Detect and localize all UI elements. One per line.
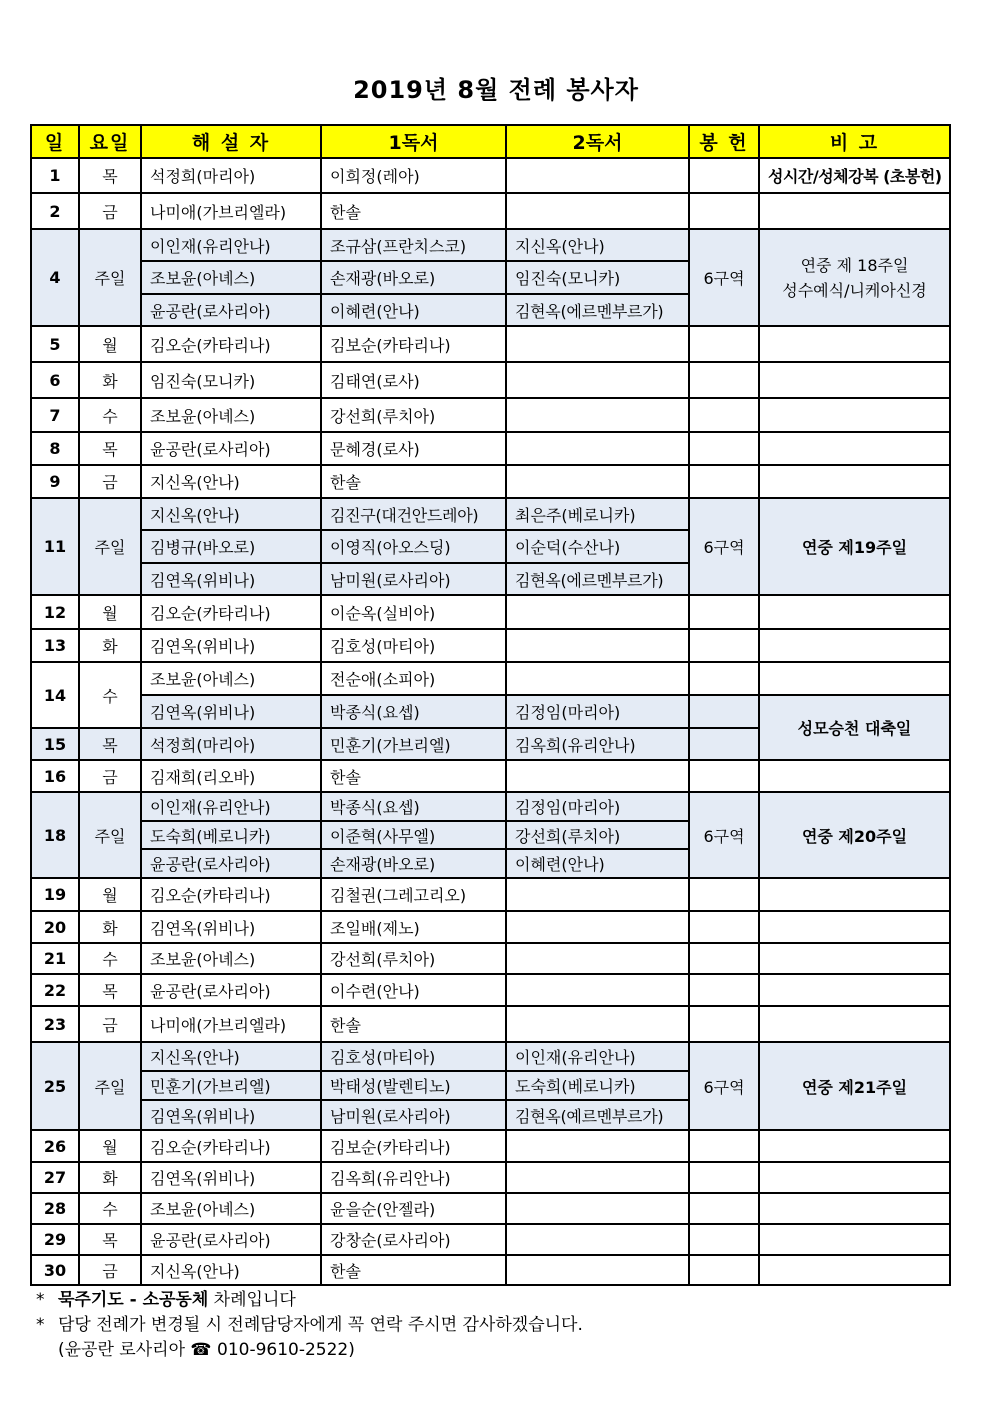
offering-cell: 6구역 <box>689 792 759 878</box>
note-cell <box>759 911 950 943</box>
reader2-cell <box>506 158 689 193</box>
dow-cell: 금 <box>79 465 141 498</box>
reader1-cell: 김옥희(유리안나) <box>321 1162 506 1193</box>
note-cell <box>759 760 950 792</box>
reader1-cell: 김보순(카타리나) <box>321 326 506 362</box>
reader1-cell: 이영직(아오스딩) <box>321 530 506 563</box>
table-row <box>31 792 950 821</box>
asterisk-icon: * <box>36 1290 45 1310</box>
offering-cell <box>689 158 759 193</box>
reader1-cell: 김철권(그레고리오) <box>321 878 506 911</box>
reader2-cell: 임진숙(모니카) <box>506 261 689 294</box>
note-line2: 성수예식/니케아신경 <box>782 280 927 300</box>
commentator-cell: 임진숙(모니카) <box>141 362 321 398</box>
day-cell: 15 <box>31 728 79 760</box>
reader2-cell <box>506 1130 689 1162</box>
commentator-cell: 조보윤(아녜스) <box>141 943 321 974</box>
table-row <box>31 326 950 362</box>
day-cell: 8 <box>31 432 79 465</box>
offering-cell <box>689 193 759 229</box>
reader1-cell: 박종식(요셉) <box>321 792 506 821</box>
commentator-cell: 석정희(마리아) <box>141 158 321 193</box>
offering-cell <box>689 398 759 432</box>
offering-cell <box>689 1255 759 1285</box>
commentator-cell: 김오순(카타리나) <box>141 878 321 911</box>
reader2-cell: 이인재(유리안나) <box>506 1042 689 1071</box>
note-cell <box>759 629 950 662</box>
commentator-cell: 김연옥(위비나) <box>141 629 321 662</box>
reader1-cell: 강선희(루치아) <box>321 943 506 974</box>
reader1-cell: 이순옥(실비아) <box>321 595 506 629</box>
reader2-cell <box>506 1193 689 1224</box>
offering-cell <box>689 728 759 760</box>
day-cell: 5 <box>31 326 79 362</box>
commentator-cell: 김병규(바오로) <box>141 530 321 563</box>
note-cell <box>759 229 950 326</box>
offering-cell: 6구역 <box>689 229 759 326</box>
table-row <box>31 1130 950 1162</box>
table-row <box>31 1224 950 1255</box>
note-cell: 연중 제19주일 <box>759 498 950 595</box>
dow-cell: 목 <box>79 974 141 1006</box>
commentator-cell: 윤공란(로사리아) <box>141 1224 321 1255</box>
commentator-cell: 석정희(마리아) <box>141 728 321 760</box>
reader2-cell: 김정임(마리아) <box>506 695 689 728</box>
note-cell <box>759 878 950 911</box>
reader1-cell: 이희정(레아) <box>321 158 506 193</box>
reader2-cell <box>506 662 689 695</box>
table-row <box>31 398 950 432</box>
reader2-cell <box>506 943 689 974</box>
reader1-cell: 박종식(요셉) <box>321 695 506 728</box>
reader1-cell: 조일배(제노) <box>321 911 506 943</box>
offering-cell <box>689 943 759 974</box>
dow-cell: 화 <box>79 362 141 398</box>
table-row <box>31 229 950 261</box>
reader2-cell: 김현옥(에르멘부르가) <box>506 563 689 595</box>
reader2-cell <box>506 974 689 1006</box>
reader2-cell: 이혜련(안나) <box>506 849 689 878</box>
footer-line-contact-request <box>36 1313 583 1338</box>
contact-phone: 010-9610-2522) <box>211 1340 355 1360</box>
offering-cell <box>689 695 759 728</box>
offering-cell: 6구역 <box>689 498 759 595</box>
reader1-cell: 한솔 <box>321 1006 506 1042</box>
reader2-cell: 김현옥(예르멘부르가) <box>506 1100 689 1130</box>
reader2-cell <box>506 193 689 229</box>
dow-cell: 수 <box>79 943 141 974</box>
asterisk-icon: * <box>36 1315 45 1335</box>
reader2-cell <box>506 911 689 943</box>
day-cell: 6 <box>31 362 79 398</box>
table-row <box>31 878 950 911</box>
contact-name: (윤공란 로사리아 <box>58 1340 191 1360</box>
dow-cell: 월 <box>79 595 141 629</box>
commentator-cell: 지신옥(안나) <box>141 498 321 530</box>
header-reader2: 2독서 <box>506 125 689 158</box>
footer-line-rosary <box>36 1288 583 1313</box>
dow-cell: 금 <box>79 193 141 229</box>
day-cell: 4 <box>31 229 79 326</box>
note-cell: 성시간/성체강복 (초봉헌) <box>759 158 950 193</box>
offering-cell <box>689 1006 759 1042</box>
table-row <box>31 595 950 629</box>
reader1-cell: 김보순(카타리나) <box>321 1130 506 1162</box>
note-cell <box>759 1006 950 1042</box>
reader2-cell <box>506 878 689 911</box>
note-cell <box>759 1224 950 1255</box>
reader2-cell <box>506 1006 689 1042</box>
reader2-cell <box>506 1255 689 1285</box>
note-cell <box>759 662 950 695</box>
day-cell: 19 <box>31 878 79 911</box>
reader1-cell: 손재광(바오로) <box>321 849 506 878</box>
reader2-cell <box>506 1224 689 1255</box>
commentator-cell: 조보윤(아녜스) <box>141 662 321 695</box>
dow-cell: 월 <box>79 326 141 362</box>
offering-cell <box>689 1130 759 1162</box>
day-cell: 7 <box>31 398 79 432</box>
day-cell: 23 <box>31 1006 79 1042</box>
commentator-cell: 이인재(유리안나) <box>141 792 321 821</box>
header-dow: 요일 <box>79 125 141 158</box>
reader1-cell: 조규삼(프란치스코) <box>321 229 506 261</box>
phone-icon: ☎ <box>190 1340 212 1360</box>
reader2-cell: 김현옥(에르멘부르가) <box>506 294 689 326</box>
reader1-cell: 강창순(로사리아) <box>321 1224 506 1255</box>
dow-cell: 주일 <box>79 1042 141 1130</box>
header-note: 비 고 <box>759 125 950 158</box>
reader1-cell: 한솔 <box>321 760 506 792</box>
dow-cell: 월 <box>79 1130 141 1162</box>
reader1-cell: 김태연(로사) <box>321 362 506 398</box>
commentator-cell: 김연옥(위비나) <box>141 695 321 728</box>
commentator-cell: 김오순(카타리나) <box>141 326 321 362</box>
reader1-cell: 김호성(마티아) <box>321 1042 506 1071</box>
day-cell: 29 <box>31 1224 79 1255</box>
reader1-cell: 김진구(대건안드레아) <box>321 498 506 530</box>
table-row <box>31 662 950 695</box>
header-offering: 봉 헌 <box>689 125 759 158</box>
dow-cell: 목 <box>79 1224 141 1255</box>
offering-cell <box>689 760 759 792</box>
dow-cell: 화 <box>79 911 141 943</box>
commentator-cell: 이인재(유리안나) <box>141 229 321 261</box>
reader2-cell: 김옥희(유리안나) <box>506 728 689 760</box>
table-row <box>31 760 950 792</box>
commentator-cell: 민훈기(가브리엘) <box>141 1071 321 1100</box>
footer-line-contact <box>36 1338 583 1363</box>
note-cell <box>759 943 950 974</box>
table-row <box>31 193 950 229</box>
offering-cell <box>689 432 759 465</box>
rosary-bold-text: 묵주기도 - 소공동체 <box>58 1290 209 1310</box>
offering-cell <box>689 662 759 695</box>
rosary-rest-text: 차례입니다 <box>208 1290 296 1310</box>
commentator-cell: 윤공란(로사리아) <box>141 294 321 326</box>
day-cell: 14 <box>31 662 79 728</box>
offering-cell <box>689 465 759 498</box>
table-row <box>31 1162 950 1193</box>
day-cell: 12 <box>31 595 79 629</box>
day-cell: 11 <box>31 498 79 595</box>
commentator-cell: 윤공란(로사리아) <box>141 432 321 465</box>
note-cell <box>759 193 950 229</box>
commentator-cell: 김연옥(위비나) <box>141 1100 321 1130</box>
reader2-cell: 김정임(마리아) <box>506 792 689 821</box>
day-cell: 28 <box>31 1193 79 1224</box>
commentator-cell: 나미애(가브리엘라) <box>141 193 321 229</box>
note-cell: 연중 제21주일 <box>759 1042 950 1130</box>
dow-cell: 목 <box>79 432 141 465</box>
table-row <box>31 465 950 498</box>
reader2-cell <box>506 362 689 398</box>
table-row <box>31 498 950 530</box>
dow-cell: 수 <box>79 1193 141 1224</box>
reader2-cell: 도숙희(베로니카) <box>506 1071 689 1100</box>
reader1-cell: 전순애(소피아) <box>321 662 506 695</box>
day-cell: 26 <box>31 1130 79 1162</box>
dow-cell: 주일 <box>79 498 141 595</box>
dow-cell: 금 <box>79 760 141 792</box>
commentator-cell: 조보윤(아녜스) <box>141 398 321 432</box>
note-cell: 성모승천 대축일 <box>759 695 950 760</box>
reader1-cell: 한솔 <box>321 465 506 498</box>
reader1-cell: 강선희(루치아) <box>321 398 506 432</box>
contact-request-text: 담당 전례가 변경될 시 전례담당자에게 꼭 연락 주시면 감사하겠습니다. <box>58 1315 583 1335</box>
reader1-cell: 문혜경(로사) <box>321 432 506 465</box>
reader1-cell: 윤을순(안젤라) <box>321 1193 506 1224</box>
header-day: 일 <box>31 125 79 158</box>
table-row <box>31 911 950 943</box>
table-row <box>31 362 950 398</box>
reader2-cell <box>506 629 689 662</box>
reader1-cell: 민훈기(가브리엘) <box>321 728 506 760</box>
reader2-cell <box>506 465 689 498</box>
table-row <box>31 432 950 465</box>
note-cell <box>759 595 950 629</box>
commentator-cell: 김오순(카타리나) <box>141 595 321 629</box>
note-cell <box>759 1130 950 1162</box>
table-row <box>31 1193 950 1224</box>
offering-cell <box>689 362 759 398</box>
day-cell: 21 <box>31 943 79 974</box>
day-cell: 16 <box>31 760 79 792</box>
commentator-cell: 김연옥(위비나) <box>141 911 321 943</box>
table-row <box>31 1006 950 1042</box>
reader1-cell: 김호성(마티아) <box>321 629 506 662</box>
dow-cell: 주일 <box>79 792 141 878</box>
reader2-cell: 강선희(루치아) <box>506 821 689 849</box>
day-cell: 20 <box>31 911 79 943</box>
day-cell: 18 <box>31 792 79 878</box>
commentator-cell: 지신옥(안나) <box>141 465 321 498</box>
offering-cell <box>689 1224 759 1255</box>
footer-notes <box>36 1288 583 1363</box>
note-cell <box>759 1255 950 1285</box>
reader1-cell: 박태성(발렌티노) <box>321 1071 506 1100</box>
day-cell: 1 <box>31 158 79 193</box>
day-cell: 2 <box>31 193 79 229</box>
reader1-cell: 한솔 <box>321 1255 506 1285</box>
offering-cell <box>689 911 759 943</box>
reader1-cell: 한솔 <box>321 193 506 229</box>
offering-cell: 6구역 <box>689 1042 759 1130</box>
dow-cell: 수 <box>79 662 141 728</box>
dow-cell: 금 <box>79 1006 141 1042</box>
table-row <box>31 974 950 1006</box>
reader2-cell: 이순덕(수산나) <box>506 530 689 563</box>
reader1-cell: 이혜련(안나) <box>321 294 506 326</box>
page-title: 2019년 8월 전례 봉사자 <box>353 76 639 104</box>
commentator-cell: 지신옥(안나) <box>141 1255 321 1285</box>
header-commentator: 해 설 자 <box>141 125 321 158</box>
table-row <box>31 695 950 728</box>
offering-cell <box>689 326 759 362</box>
dow-cell: 금 <box>79 1255 141 1285</box>
commentator-cell: 나미애(가브리엘라) <box>141 1006 321 1042</box>
schedule-table <box>30 124 951 1286</box>
note-cell <box>759 1193 950 1224</box>
reader2-cell <box>506 398 689 432</box>
day-cell: 22 <box>31 974 79 1006</box>
note-cell <box>759 974 950 1006</box>
offering-cell <box>689 878 759 911</box>
day-cell: 30 <box>31 1255 79 1285</box>
dow-cell: 목 <box>79 728 141 760</box>
reader1-cell: 남미원(로사리아) <box>321 1100 506 1130</box>
table-row <box>31 943 950 974</box>
commentator-cell: 김재희(리오바) <box>141 760 321 792</box>
commentator-cell: 윤공란(로사리아) <box>141 849 321 878</box>
reader2-cell <box>506 760 689 792</box>
day-cell: 25 <box>31 1042 79 1130</box>
note-cell <box>759 432 950 465</box>
dow-cell: 목 <box>79 158 141 193</box>
dow-cell: 수 <box>79 398 141 432</box>
offering-cell <box>689 595 759 629</box>
reader1-cell: 이준혁(사무엘) <box>321 821 506 849</box>
offering-cell <box>689 629 759 662</box>
reader1-cell: 손재광(바오로) <box>321 261 506 294</box>
reader1-cell: 이수련(안나) <box>321 974 506 1006</box>
commentator-cell: 도숙희(베로니카) <box>141 821 321 849</box>
commentator-cell: 지신옥(안나) <box>141 1042 321 1071</box>
commentator-cell: 김연옥(위비나) <box>141 563 321 595</box>
dow-cell: 월 <box>79 878 141 911</box>
day-cell: 27 <box>31 1162 79 1193</box>
dow-cell: 화 <box>79 629 141 662</box>
note-cell <box>759 398 950 432</box>
reader1-cell: 남미원(로사리아) <box>321 563 506 595</box>
note-cell: 연중 제20주일 <box>759 792 950 878</box>
table-row <box>31 629 950 662</box>
table-header-row <box>31 125 950 158</box>
note-cell <box>759 465 950 498</box>
commentator-cell: 조보윤(아녜스) <box>141 1193 321 1224</box>
note-cell <box>759 362 950 398</box>
offering-cell <box>689 1162 759 1193</box>
offering-cell <box>689 1193 759 1224</box>
dow-cell: 화 <box>79 1162 141 1193</box>
reader2-cell: 최은주(베로니카) <box>506 498 689 530</box>
reader2-cell <box>506 326 689 362</box>
header-reader1: 1독서 <box>321 125 506 158</box>
reader2-cell <box>506 1162 689 1193</box>
commentator-cell: 윤공란(로사리아) <box>141 974 321 1006</box>
table-row <box>31 1255 950 1285</box>
reader2-cell <box>506 595 689 629</box>
day-cell: 9 <box>31 465 79 498</box>
note-cell <box>759 326 950 362</box>
offering-cell <box>689 974 759 1006</box>
commentator-cell: 김연옥(위비나) <box>141 1162 321 1193</box>
note-cell <box>759 1162 950 1193</box>
reader2-cell <box>506 432 689 465</box>
day-cell: 13 <box>31 629 79 662</box>
commentator-cell: 김오순(카타리나) <box>141 1130 321 1162</box>
table-row <box>31 158 950 193</box>
dow-cell: 주일 <box>79 229 141 326</box>
reader2-cell: 지신옥(안나) <box>506 229 689 261</box>
commentator-cell: 조보윤(아녜스) <box>141 261 321 294</box>
note-line1: 연중 제 18주일 <box>800 255 909 275</box>
table-row <box>31 1042 950 1071</box>
